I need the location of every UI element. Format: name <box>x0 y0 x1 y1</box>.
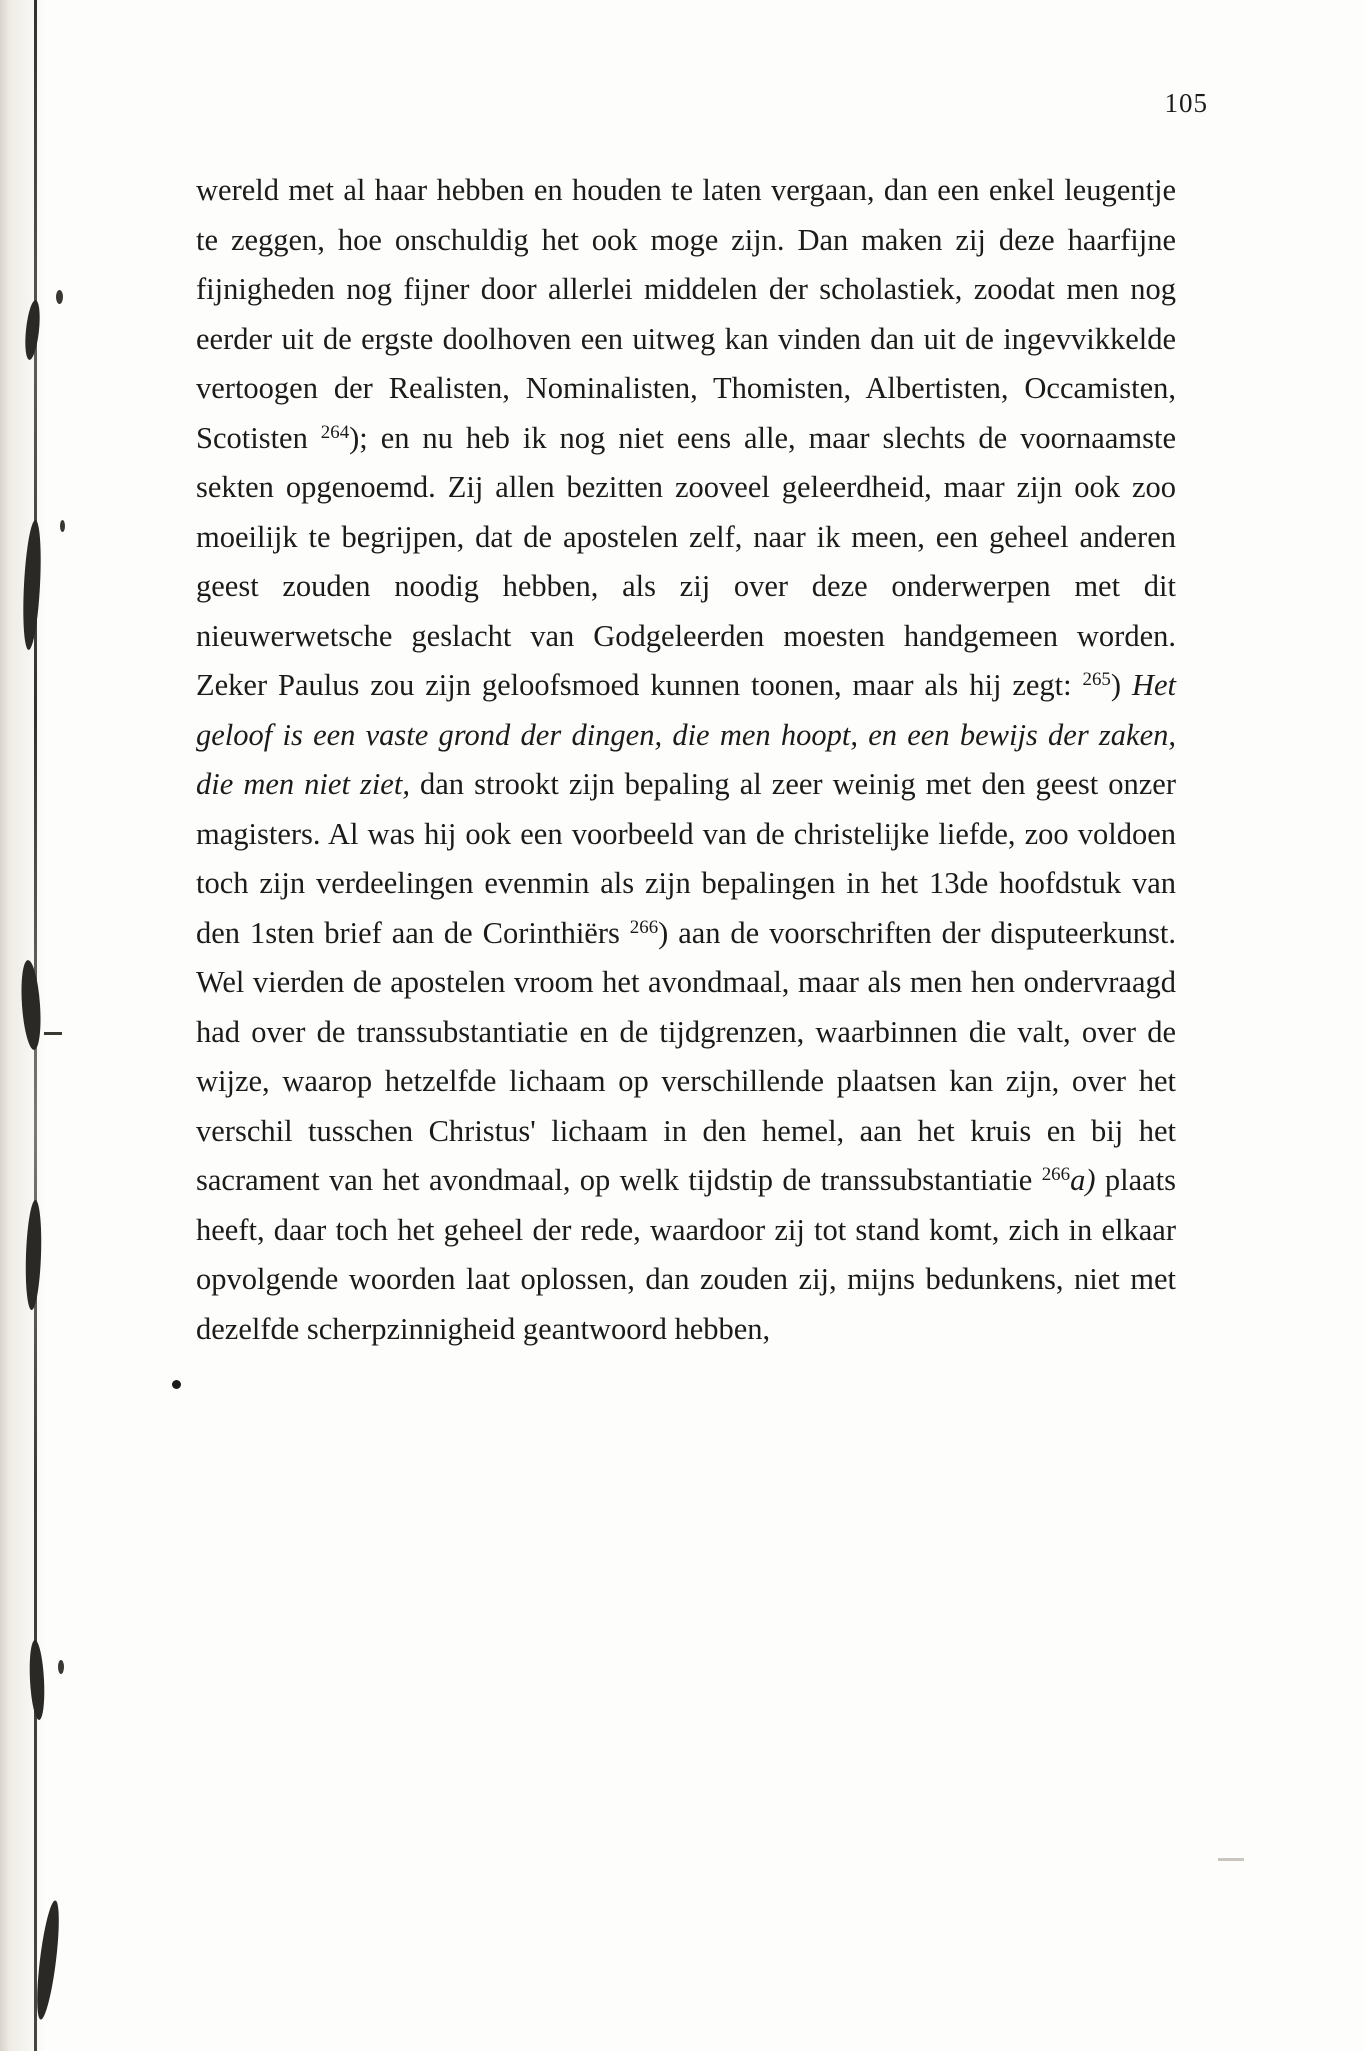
binding-smudge <box>28 1640 46 1721</box>
body-paragraph <box>196 166 1176 1354</box>
scan-artifact <box>56 290 63 304</box>
binding-smudge <box>33 1899 64 2020</box>
footnote-ref-264: 264 <box>320 421 350 443</box>
binding-smudge <box>24 1200 43 1310</box>
page-number: 105 <box>1164 88 1208 118</box>
scan-artifact <box>1218 1858 1244 1861</box>
binding-smudge <box>21 520 44 651</box>
binding-gutter <box>0 0 90 2051</box>
footnote-ref-266: 266 <box>629 916 659 938</box>
scan-artifact <box>44 1032 62 1035</box>
footnote-ref-265-suffix: ) <box>1110 668 1132 702</box>
footnote-ref-266a-suffix: a) <box>1070 1163 1096 1197</box>
scripture-quote-italic: Het geloof is een vaste grond der dingen, die men hoopt, en een bewijs der zaken, die men niet ziet, <box>196 668 1176 801</box>
scan-artifact <box>60 520 65 532</box>
body-text-segment-2: ); en nu heb ik nog niet eens alle, maar slechts de voornaamste sekten opgenoemd. Zij allen bezitten zooveel geleerdheid, maar zijn ook zoo moeilijk te begrijpen, dat de apostelen zelf, naar ik meen, een geheel anderen geest zouden noodig hebben, als zij over deze onderwerpen met dit nieuwerwetsche geslacht van Godgeleerden moesten handgemeen worden. Zeker Paulus zou zijn geloofsmoed kunnen toonen, maar als hij zegt: <box>196 420 1176 702</box>
body-text-segment-5: plaats heeft, daar toch het geheel der rede, waardoor zij tot stand komt, zich in elkaar opvolgende woorden laat oplossen, dan zouden zij, mijns bedunkens, niet met dezelfde scherpzinnigheid geantwoord hebben, <box>196 1163 1176 1346</box>
footnote-ref-266a: 266 <box>1041 1164 1071 1186</box>
footnote-ref-265: 265 <box>1082 669 1111 691</box>
body-text-segment-4: ) aan de voorschriften der disputeerkunst. Wel vierden de apostelen vroom het avondmaal, maar als men hen ondervraagd had over de transsubstantiatie en de tijdgrenzen, waarbinnen die valt, over de wijze, waarop hetzelfde lichaam op verschillende plaatsen kan zijn, over het verschil tusschen Christus' lichaam in den hemel, aan het kruis en bij het sacrament van het avondmaal, op welk tijdstip de transsubstantiatie <box>196 915 1177 1197</box>
body-text-column <box>196 166 1176 1354</box>
body-text-segment-3: dan strookt zijn bepaling al zeer weinig met den geest onzer magisters. Al was hij ook een voorbeeld van de christelijke liefde, zoo voldoen toch zijn verdeelingen evenmin als zijn bepalingen in het 13de hoofdstuk van den 1sten brief aan de Corinthiërs <box>196 767 1176 950</box>
binding-smudge <box>19 959 43 1050</box>
scan-artifact <box>58 1660 64 1674</box>
body-text-segment-1: wereld met al haar hebben en houden te laten vergaan, dan een enkel leugentje te zeggen, hoe onschuldig het ook moge zijn. Dan maken zij deze haarfijne fijnigheden nog fijner door allerlei middelen der scholastiek, zoodat men nog eerder uit de ergste doolhoven een uitweg kan vinden dan uit de ingevvikkelde vertoogen der Realisten, Nominalisten, Thomisten, Albertisten, Occamisten, Scotisten <box>196 173 1176 455</box>
margin-dot-marker <box>172 1380 181 1389</box>
binding-smudge <box>23 299 42 360</box>
